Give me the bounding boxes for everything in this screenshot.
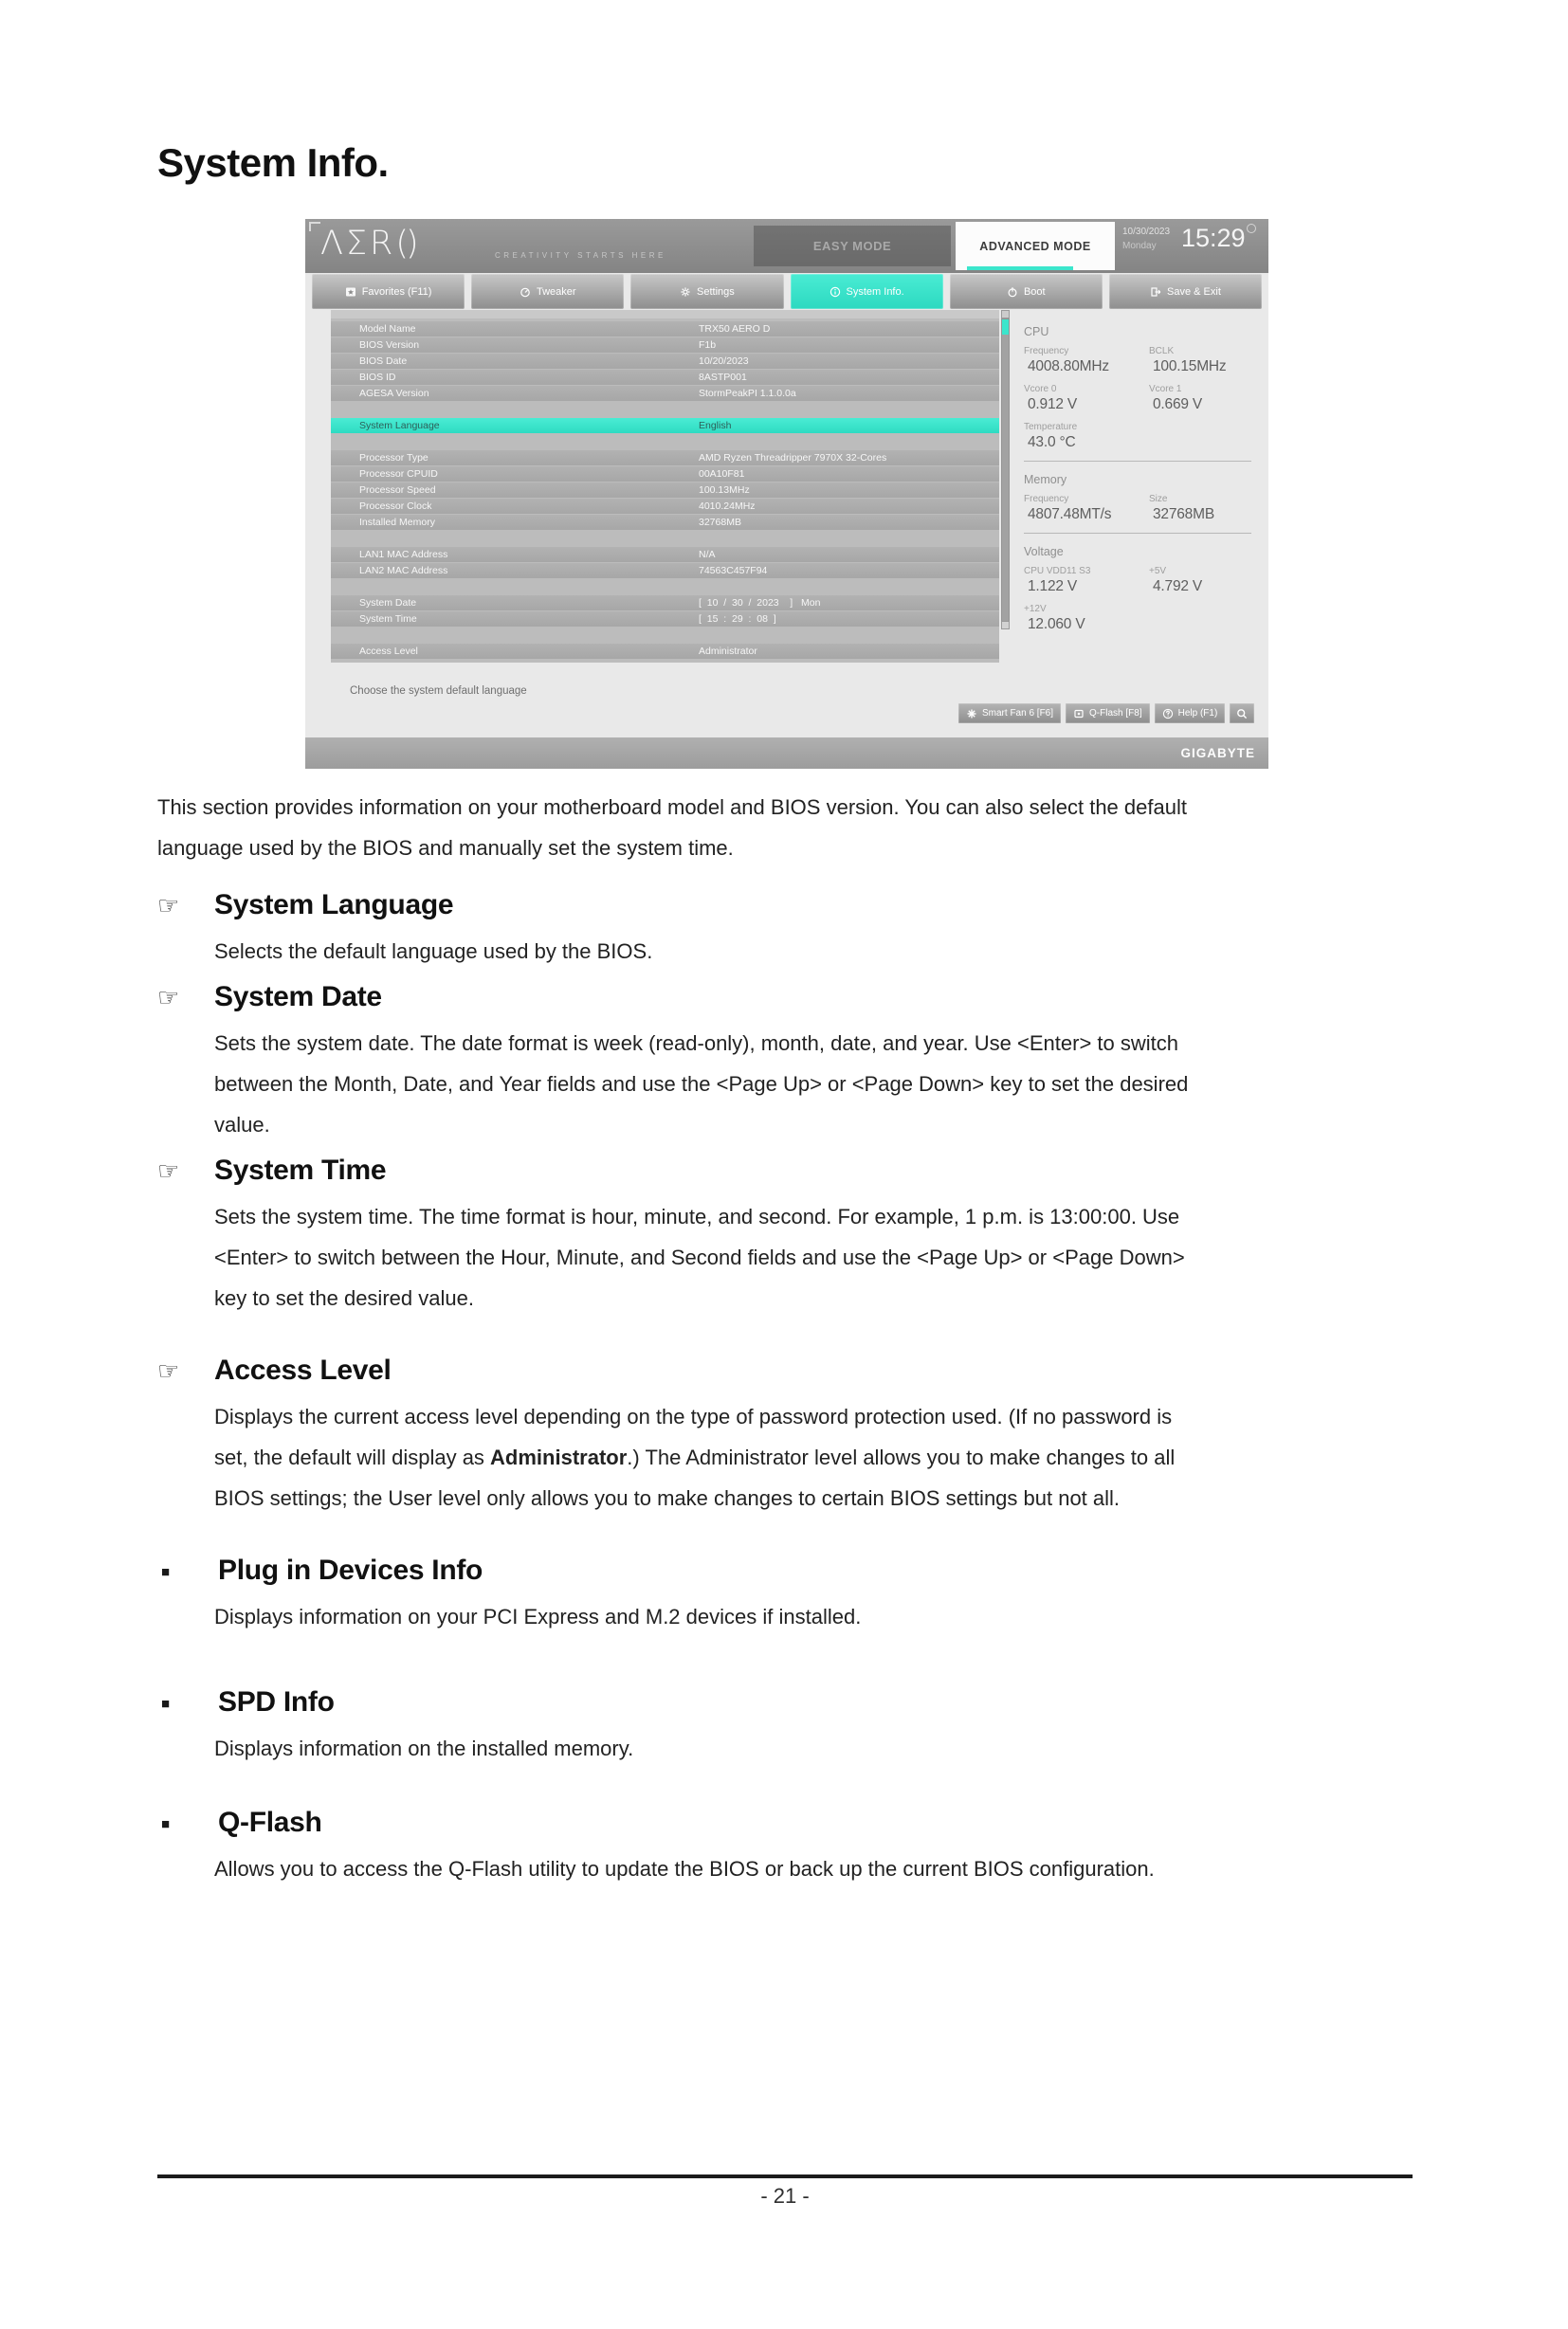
fan-icon xyxy=(966,708,977,719)
intro-paragraph xyxy=(157,787,1418,868)
sensor-label: CPU VDD11 S3 xyxy=(1024,566,1091,576)
menu-save-exit[interactable] xyxy=(1109,274,1262,309)
row-label: BIOS Version xyxy=(359,339,420,351)
body-text: set, the default will display as xyxy=(214,1446,491,1469)
scrollbar-up-button[interactable] xyxy=(1001,310,1010,318)
scrollbar-thumb[interactable] xyxy=(1002,319,1009,335)
row-value: 4010.24MHz xyxy=(699,500,756,512)
row-label: Processor Clock xyxy=(359,500,432,512)
sensor-label: Frequency xyxy=(1024,346,1069,356)
sensor-label: Size xyxy=(1149,494,1168,504)
row-value: 74563C457F94 xyxy=(699,565,768,576)
section-system-date xyxy=(157,981,1418,1145)
sensor-value: 100.15MHz xyxy=(1153,358,1227,374)
sensor-value: 32768MB xyxy=(1153,506,1214,522)
star-icon xyxy=(345,286,356,298)
body-line: Displays information on your PCI Express and M.2 devices if installed. xyxy=(214,1605,862,1628)
section-title: SPD Info xyxy=(218,1686,335,1718)
section-q-flash xyxy=(157,1807,1418,1889)
qflash-label: Q-Flash [F8] xyxy=(1089,708,1142,719)
sensor-value: 0.912 V xyxy=(1028,396,1078,412)
body-text: .) The Administrator level allows you to make changes to all xyxy=(627,1446,1176,1469)
section-title: System Date xyxy=(214,981,382,1012)
bios-menu xyxy=(312,274,1262,309)
bios-screenshot xyxy=(305,219,1268,769)
body-line: Allows you to access the Q-Flash utility to update the BIOS or back up the current BIOS configuration. xyxy=(214,1857,1155,1881)
table-row-system-time[interactable] xyxy=(331,611,999,627)
body-line: BIOS settings; the User level only allows you to make changes to certain BIOS settings but not all. xyxy=(214,1486,1121,1510)
section-access-level xyxy=(157,1355,1418,1519)
corner-mark xyxy=(309,222,320,231)
sensor-value: 4008.80MHz xyxy=(1028,358,1109,374)
section-spd-info xyxy=(157,1686,1418,1769)
table-row xyxy=(331,563,999,578)
search-icon xyxy=(1236,708,1248,719)
search-button[interactable] xyxy=(1230,703,1254,723)
table-row xyxy=(331,499,999,514)
row-label: System Language xyxy=(359,420,440,431)
row-value: F1b xyxy=(699,339,717,351)
sensor-value: 4807.48MT/s xyxy=(1028,506,1112,522)
menu-favorites-label: Favorites (F11) xyxy=(361,285,432,298)
sensor-value: 12.060 V xyxy=(1028,616,1085,632)
bios-date: 10/30/2023 xyxy=(1122,227,1171,237)
sensor-label: Vcore 0 xyxy=(1024,384,1057,394)
square-bullet-icon: ■ xyxy=(161,1564,171,1580)
header-circle-icon xyxy=(1247,224,1256,233)
table-row xyxy=(331,547,999,562)
sensor-value: 0.669 V xyxy=(1153,396,1203,412)
table-row xyxy=(331,321,999,337)
row-value: 10/20/2023 xyxy=(699,355,749,367)
body-line: Displays information on the installed memory. xyxy=(214,1737,634,1760)
row-value: 00A10F81 xyxy=(699,468,745,480)
section-system-language xyxy=(157,889,1418,972)
gigabyte-logo: GIGABYTE xyxy=(1180,746,1255,760)
table-spacer xyxy=(331,531,999,546)
square-bullet-icon: ■ xyxy=(161,1696,171,1712)
table-row xyxy=(331,644,999,659)
page-title: System Info. xyxy=(157,140,389,185)
row-label: Model Name xyxy=(359,323,416,335)
body-line: Sets the system time. The time format is hour, minute, and second. For example, 1 p.m. is 13:00:00. Use xyxy=(214,1205,1180,1228)
table-row xyxy=(331,515,999,530)
row-label: Installed Memory xyxy=(359,517,435,528)
sensor-label: Vcore 1 xyxy=(1149,384,1182,394)
table-row xyxy=(331,337,999,353)
row-label: Processor CPUID xyxy=(359,468,438,480)
item-help-text: Choose the system default language xyxy=(350,685,527,697)
sensor-label: +5V xyxy=(1149,566,1167,576)
row-value: TRX50 AERO D xyxy=(699,323,771,335)
power-icon xyxy=(1007,286,1018,298)
body-line xyxy=(214,1437,1418,1478)
aero-logo xyxy=(320,225,416,263)
gauge-icon xyxy=(520,286,531,298)
advanced-mode-tab[interactable] xyxy=(956,222,1115,270)
menu-settings[interactable] xyxy=(630,274,783,309)
table-row xyxy=(331,354,999,369)
menu-system-info-label: System Info. xyxy=(846,285,904,298)
qflash-icon xyxy=(1073,708,1085,719)
section-title: System Time xyxy=(214,1155,387,1186)
row-label: BIOS Date xyxy=(359,355,408,367)
table-row xyxy=(331,386,999,401)
body-line: Selects the default language used by the BIOS. xyxy=(214,939,653,963)
bios-day: Monday xyxy=(1122,241,1157,251)
bios-settings-table xyxy=(331,318,999,663)
pointer-icon: ☞ xyxy=(157,1156,180,1185)
table-row xyxy=(331,466,999,482)
table-spacer xyxy=(331,434,999,449)
table-spacer xyxy=(331,402,999,417)
intro-line: This section provides information on your motherboard model and BIOS version. You can also select the default xyxy=(157,795,1187,819)
row-value: AMD Ryzen Threadripper 7970X 32-Cores xyxy=(699,452,887,464)
section-title: Plug in Devices Info xyxy=(218,1555,483,1586)
menu-boot[interactable] xyxy=(950,274,1103,309)
row-label: Processor Speed xyxy=(359,484,436,496)
section-title: Q-Flash xyxy=(218,1807,322,1838)
table-top-bar xyxy=(331,310,999,318)
bios-bottom-bar xyxy=(305,737,1268,769)
advanced-mode-underline xyxy=(967,266,1073,270)
row-value: 8ASTP001 xyxy=(699,372,747,383)
pointer-icon: ☞ xyxy=(157,891,180,919)
pointer-icon: ☞ xyxy=(157,983,180,1011)
scrollbar-down-button[interactable] xyxy=(1001,621,1010,629)
pointer-icon: ☞ xyxy=(157,1356,180,1385)
smart-fan-button[interactable] xyxy=(958,703,1061,723)
row-label: AGESA Version xyxy=(359,388,429,399)
table-scrollbar[interactable] xyxy=(1001,318,1010,628)
menu-settings-label: Settings xyxy=(697,285,735,298)
row-label: BIOS ID xyxy=(359,372,396,383)
row-label: LAN2 MAC Address xyxy=(359,565,448,576)
table-spacer xyxy=(331,579,999,594)
footer-rule xyxy=(157,2174,1413,2178)
voltage-section-title: Voltage xyxy=(1024,545,1064,558)
memory-section-title: Memory xyxy=(1024,473,1067,486)
body-line: between the Month, Date, and Year fields and use the <Page Up> or <Page Down> key to set the desired xyxy=(214,1072,1189,1096)
sensor-value: 4.792 V xyxy=(1153,578,1203,594)
section-title: System Language xyxy=(214,889,454,920)
aero-logo-text: ΛΣR xyxy=(320,225,396,263)
sensor-label: +12V xyxy=(1024,604,1047,614)
body-line: Sets the system date. The date format is week (read-only), month, date, and year. Use <Enter> to switch xyxy=(214,1031,1178,1055)
row-label: LAN1 MAC Address xyxy=(359,549,448,560)
table-row-system-language[interactable] xyxy=(331,418,999,433)
aero-tagline: CREATIVITY STARTS HERE xyxy=(495,251,666,260)
table-spacer xyxy=(331,628,999,643)
body-line: key to set the desired value. xyxy=(214,1286,474,1310)
table-row xyxy=(331,450,999,465)
section-system-time xyxy=(157,1155,1418,1319)
row-value: Administrator xyxy=(699,646,757,657)
menu-save-exit-label: Save & Exit xyxy=(1167,285,1221,298)
row-value: 32768MB xyxy=(699,517,741,528)
row-value: StormPeakPI 1.1.0.0a xyxy=(699,388,796,399)
exit-icon xyxy=(1150,286,1161,298)
page-number: - 21 - xyxy=(760,2184,810,2208)
help-icon xyxy=(1162,708,1174,719)
row-value: N/A xyxy=(699,549,716,560)
advanced-mode-label: ADVANCED MODE xyxy=(979,239,1091,253)
bios-footer-buttons xyxy=(958,703,1254,723)
body-line: value. xyxy=(214,1113,270,1137)
gear-icon xyxy=(680,286,691,298)
aero-logo-o: () xyxy=(395,225,416,263)
body-line: <Enter> to switch between the Hour, Minute, and Second fields and use the <Page Up> or <Page Down> xyxy=(214,1246,1185,1269)
section-plug-in-devices-info xyxy=(157,1555,1418,1637)
help-button[interactable] xyxy=(1155,703,1226,723)
table-row-system-date[interactable] xyxy=(331,595,999,610)
bios-header xyxy=(305,219,1268,273)
menu-system-info[interactable] xyxy=(791,274,943,309)
sensor-label: Temperature xyxy=(1024,422,1078,432)
row-value: [ 15 : 29 : 08 ] xyxy=(699,613,776,625)
cpu-section-title: CPU xyxy=(1024,325,1049,338)
menu-favorites[interactable] xyxy=(312,274,465,309)
row-value: 100.13MHz xyxy=(699,484,750,496)
menu-boot-label: Boot xyxy=(1023,285,1046,298)
section-title: Access Level xyxy=(214,1355,392,1386)
divider xyxy=(1024,533,1251,534)
row-label: Processor Type xyxy=(359,452,428,464)
divider xyxy=(1024,461,1251,462)
square-bullet-icon: ■ xyxy=(161,1816,171,1832)
menu-tweaker-label: Tweaker xyxy=(536,285,576,298)
sensor-label: BCLK xyxy=(1149,346,1175,356)
row-label: Access Level xyxy=(359,646,418,657)
row-value: English xyxy=(699,420,732,431)
help-label: Help (F1) xyxy=(1177,708,1218,719)
sensor-panel xyxy=(1024,325,1263,642)
body-line: Displays the current access level depending on the type of password protection used. (If no password is xyxy=(214,1405,1173,1428)
row-value: [ 10 / 30 / 2023 ] Mon xyxy=(699,597,821,609)
qflash-button[interactable] xyxy=(1066,703,1150,723)
row-label: System Time xyxy=(359,613,417,625)
bios-time: 15:29 xyxy=(1181,224,1246,252)
menu-tweaker[interactable] xyxy=(471,274,624,309)
easy-mode-tab[interactable]: EASY MODE xyxy=(754,226,951,266)
body-text-bold: Administrator xyxy=(490,1446,628,1469)
table-row xyxy=(331,370,999,385)
info-icon xyxy=(830,286,841,298)
row-label: System Date xyxy=(359,597,417,609)
sensor-label: Frequency xyxy=(1024,494,1069,504)
sensor-value: 43.0 °C xyxy=(1028,434,1076,450)
intro-line: language used by the BIOS and manually set the system time. xyxy=(157,836,734,860)
smart-fan-label: Smart Fan 6 [F6] xyxy=(982,708,1054,719)
table-row xyxy=(331,482,999,498)
sensor-value: 1.122 V xyxy=(1028,578,1078,594)
